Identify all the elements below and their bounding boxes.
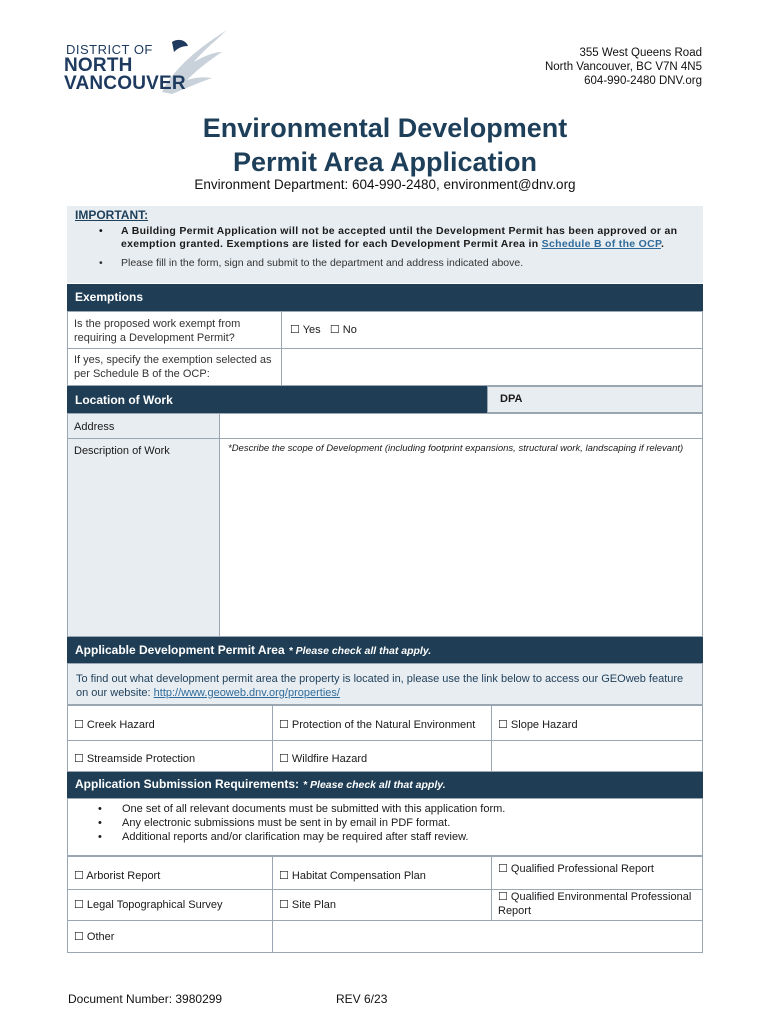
description-hint: *Describe the scope of Development (including footprint expansions, structural work, landscaping if relevant) [228, 443, 684, 454]
submission-notes [67, 798, 703, 856]
req-legal-survey[interactable]: ☐ Legal Topographical Survey [67, 889, 273, 921]
important-bullet-1-end: . [660, 238, 665, 250]
exemption-specify-label: If yes, specify the exemption selected as per Schedule B of the OCP: [67, 348, 282, 386]
logo-line-2: NORTH [64, 55, 133, 76]
exempt-yes-checkbox[interactable]: ☐ Yes [290, 324, 321, 336]
important-heading: IMPORTANT: [75, 208, 149, 222]
description-field[interactable] [219, 438, 703, 637]
important-notice [67, 206, 703, 283]
dpa-header [67, 637, 703, 663]
geoweb-link[interactable]: http://www.geoweb.dnv.org/properties/ [153, 687, 340, 699]
description-label: Description of Work [67, 438, 220, 637]
req-arborist-report[interactable]: ☐ Arborist Report [67, 856, 273, 890]
address-line-1: 355 West Queens Road [579, 47, 702, 59]
req-habitat-compensation[interactable]: ☐ Habitat Compensation Plan [272, 856, 492, 890]
dpa-option-empty [491, 740, 703, 772]
ocp-schedule-link[interactable]: Schedule B of the OCP [541, 238, 661, 250]
important-bullet-1 [99, 225, 695, 251]
address-line-2: North Vancouver, BC V7N 4N5 [544, 61, 702, 73]
submission-header [67, 772, 703, 798]
exempt-no-checkbox[interactable]: ☐ No [329, 324, 357, 336]
office-address [545, 46, 702, 88]
dpa-intro-text: To find out what development permit area the property is located in, please use the link below to access our GEOweb feature on our website: [76, 673, 684, 699]
title-line-1: Environmental Development [202, 113, 568, 143]
submission-bullet-3: • Additional reports and/or clarification may be required after staff review. [98, 830, 702, 844]
dpa-option-natural-environment[interactable]: ☐ Protection of the Natural Environment [272, 705, 492, 741]
logo-line-3: VANCOUVER [64, 73, 186, 94]
submission-bullet-2: • Any electronic submissions must be sent in by email in PDF format. [98, 816, 702, 830]
address-field[interactable] [219, 413, 703, 439]
address-label: Address [67, 413, 220, 439]
important-bullet-1-text: A Building Permit Application will not be accepted until the Development Permit has been approved or an exemption granted. Exemptions are listed for each Development Permit Area in [121, 225, 678, 250]
req-site-plan[interactable]: ☐ Site Plan [272, 889, 492, 921]
address-line-3: 604-990-2480 DNV.org [584, 75, 702, 87]
req-other-field[interactable] [272, 920, 703, 953]
important-bullet-2: • Please fill in the form, sign and submit to the department and address indicated above. [99, 257, 695, 270]
location-header: Location of Work [67, 386, 488, 413]
page-title [0, 111, 770, 179]
dpa-label: DPA [487, 386, 703, 413]
dpa-option-slope-hazard[interactable]: ☐ Slope Hazard [491, 705, 703, 741]
dpa-option-streamside[interactable]: ☐ Streamside Protection [67, 740, 273, 772]
dpa-option-wildfire[interactable]: ☐ Wildfire Hazard [272, 740, 492, 772]
district-logo [64, 22, 234, 94]
exempt-answer [281, 311, 703, 349]
exemptions-header-text: Exemptions [75, 290, 144, 304]
title-line-2: Permit Area Application [232, 147, 538, 177]
dpa-option-creek-hazard[interactable]: ☐ Creek Hazard [67, 705, 273, 741]
exemptions-header [67, 284, 703, 311]
req-qualified-environmental[interactable]: ☐ Qualified Environmental Professional Report [491, 889, 703, 921]
submission-bullet-1: • One set of all relevant documents must be submitted with this application form. [98, 802, 702, 816]
revision: REV 6/23 [336, 992, 388, 1006]
submission-header-text: Application Submission Requirements: [75, 777, 300, 791]
req-qualified-professional[interactable]: ☐ Qualified Professional Report [491, 856, 703, 890]
page-subtitle: Environment Department: 604-990-2480, environment@dnv.org [194, 177, 576, 192]
exempt-question: Is the proposed work exempt from requiring a Development Permit? [67, 311, 282, 349]
exemption-specify-field[interactable] [281, 348, 703, 386]
document-number: Document Number: 3980299 [68, 992, 223, 1006]
submission-header-note: * Please check all that apply. [303, 779, 446, 791]
req-other[interactable]: ☐ Other [67, 920, 273, 953]
logo-line-1: DISTRICT OF [66, 42, 153, 57]
dpa-header-note: * Please check all that apply. [288, 645, 432, 657]
dpa-intro [67, 663, 703, 705]
dpa-header-text: Applicable Development Permit Area [75, 643, 285, 657]
